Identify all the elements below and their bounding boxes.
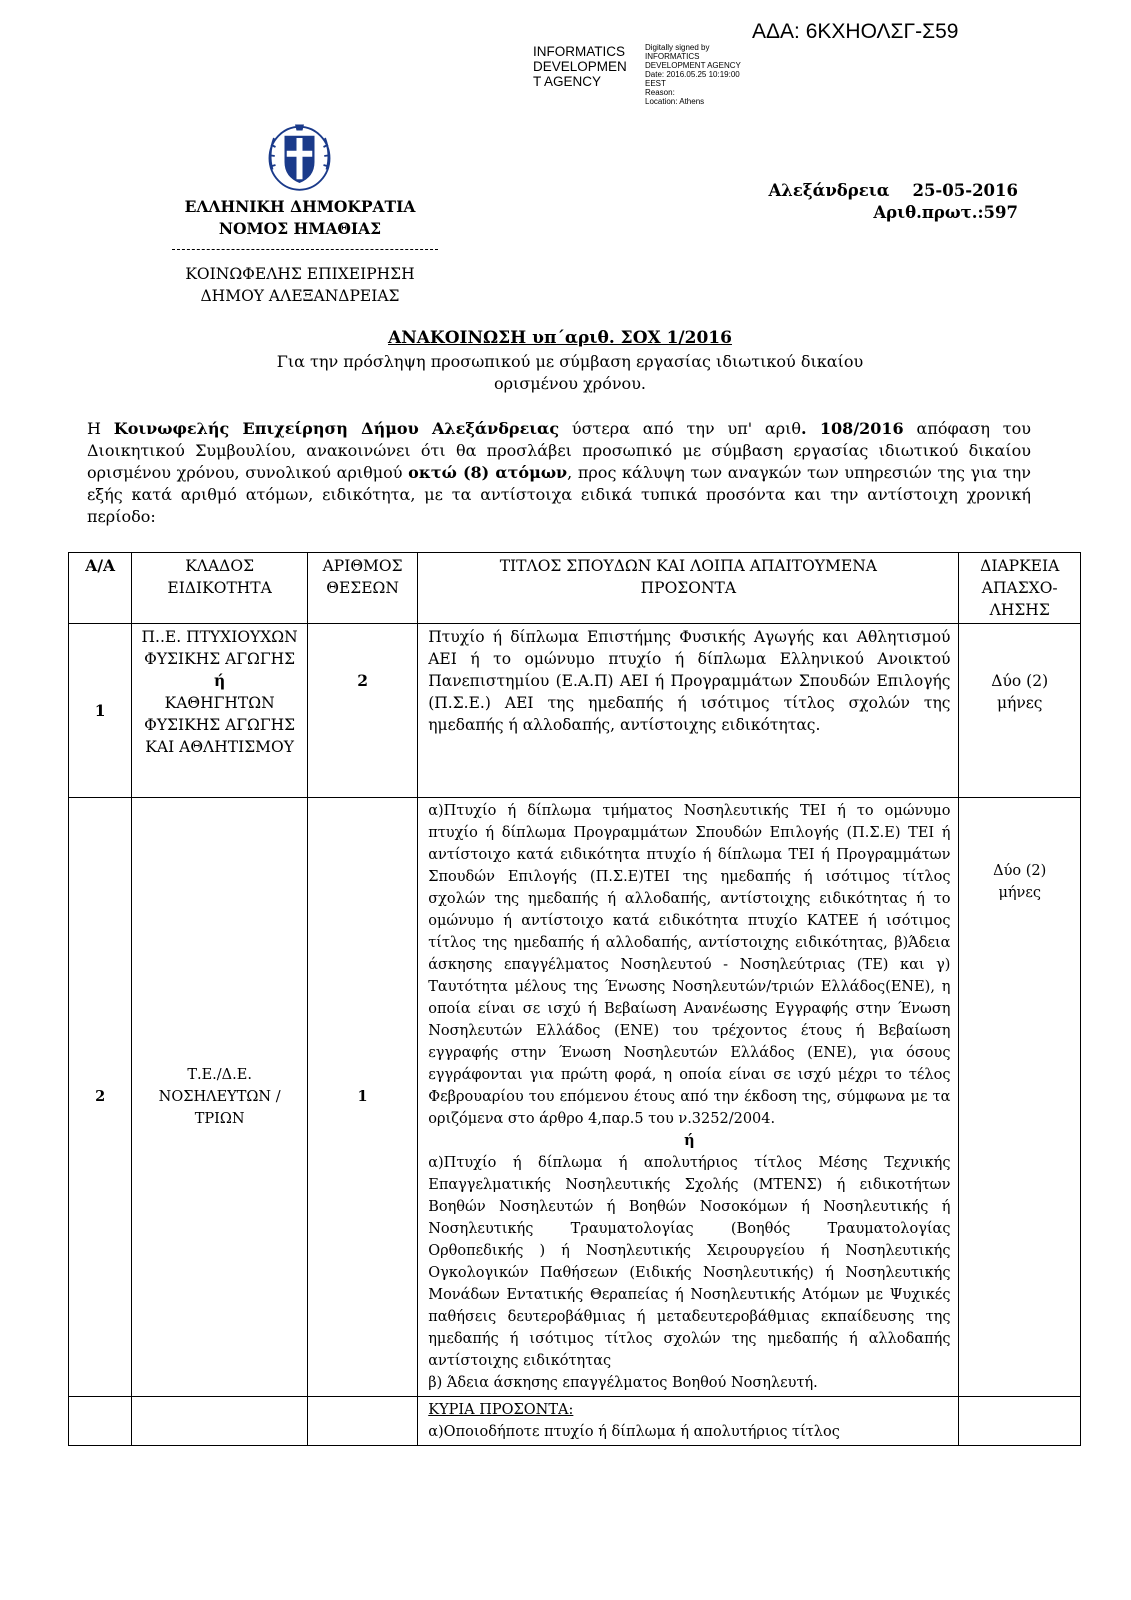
row-titlos <box>418 798 959 1397</box>
header-line: ΝΟΜΟΣ ΗΜΑΘΙΑΣ <box>218 219 382 238</box>
header-eidikotita: ΕΙΔΙΚΟΤΗΤΑ <box>167 579 272 597</box>
header-line: ΔΗΜΟΥ ΑΛΕΞΑΝΔΡΕΙΑΣ <box>200 287 400 305</box>
header-prosonta: ΠΡΟΣΟΝΤΑ <box>640 579 737 597</box>
divider <box>172 249 438 250</box>
klados-text: ΤΡΙΩΝ <box>194 1111 245 1127</box>
issuer-subheader <box>150 263 450 307</box>
row-aa <box>69 1397 132 1446</box>
header-cell <box>69 553 132 624</box>
header-cell <box>959 553 1081 624</box>
klados-text: ΝΟΣΗΛΕΥΤΩΝ / <box>158 1089 281 1105</box>
row-arithmos <box>307 1397 417 1446</box>
header-line: ΚΟΙΝΩΦΕΛΗΣ ΕΠΙΧΕΙΡΗΣΗ <box>185 265 415 283</box>
table-header-row <box>69 553 1081 624</box>
intro-text: Η <box>87 419 114 438</box>
header-cell <box>132 553 308 624</box>
announcement-title: ΑΝΑΚΟΙΝΩΣΗ υπ΄αριθ. ΣΟΧ 1/2016 <box>388 328 732 348</box>
header-cell <box>418 553 959 624</box>
intro-bold: . 108/2016 <box>801 419 904 438</box>
row-arithmos: 2 <box>307 624 417 798</box>
klados-text: Τ.Ε./Δ.Ε. <box>187 1067 252 1083</box>
row-diarkeia <box>959 798 1081 1397</box>
titlos-heading: ΚΥΡΙΑ ΠΡΟΣΟΝΤΑ: <box>428 1402 574 1418</box>
intro-bold: οκτώ (8) ατόμων <box>408 463 568 482</box>
protocol-number: Αριθ.πρωτ.:597 <box>873 203 1018 222</box>
positions-table <box>68 552 1081 1446</box>
ada-code: ΑΔΑ: 6ΚΧΗΟΛΣΓ-Σ59 <box>752 20 959 43</box>
signature-details <box>645 43 741 106</box>
row-klados <box>132 798 308 1397</box>
table-row <box>69 798 1081 1397</box>
klados-text: Π..Ε. ΠΤΥΧΙΟΥΧΩΝ ΦΥΣΙΚΗΣ ΑΓΩΓΗΣ <box>141 628 298 668</box>
signature-detail-line: INFORMATICS <box>645 52 700 61</box>
issuer-header <box>150 196 450 240</box>
diarkeia-line: μήνες <box>998 885 1041 901</box>
diarkeia-line: μήνες <box>996 694 1043 712</box>
intro-text: , προς κάλυψη των αναγκών των υπηρεσιών της για την εξής κατά αριθμό ατόμων, ειδικότητα, με τα αντίστοιχα ειδικά τυπικά προσόντα και την αντίστοιχη χρονική περίοδο: <box>87 463 1031 526</box>
row-arithmos: 1 <box>307 798 417 1397</box>
intro-paragraph <box>87 418 1031 528</box>
signature-detail-line: DEVELOPMENT AGENCY <box>645 61 741 70</box>
header-arithmos: ΑΡΙΘΜΟΣ <box>322 557 403 575</box>
subtitle-line: Για την πρόσληψη προσωπικού με σύμβαση εργασίας ιδιωτικού δικαίου <box>276 352 864 371</box>
signature-detail-line: Location: Athens <box>645 97 705 106</box>
signature-detail-line: Digitally signed by <box>645 43 710 52</box>
row-aa: 1 <box>69 624 132 798</box>
row-klados <box>132 624 308 798</box>
subtitle-line: ορισμένου χρόνου. <box>494 374 646 393</box>
header-liseis: ΛΗΣΗΣ <box>989 601 1050 619</box>
titlos-option-a: α)Πτυχίο ή δίπλωμα τμήματος Νοσηλευτικής ΤΕΙ ή το ομώνυμο πτυχίο ή δίπλωμα Προγραμμάτων Σπουδών Επιλογής (Π.Σ.Ε) ΤΕΙ ή αντίστοιχο κατά ειδικότητα πτυχίο ή δίπλωμα ΤΕΙ ή Προγραμμάτων Σπουδών Επιλογής (Π.Σ.Ε)ΤΕΙ της ημεδαπής ή ισότιμος τίτλος σχολών της ημεδαπής ή αλλοδαπής, αντίστοιχης ειδικότητας ή το ομώνυμο ή αντίστοιχο κατά ειδικότητα πτυχίο ΚΑΤΕΕ ή ισότιμος τίτλος της ημεδαπής ή αλλοδαπής, αντίστοιχης ειδικότητας, β)Άδεια άσκησης επαγγέλματος Νοσηλευτού - Νοσηλεύτριας (ΤΕ) και γ) Ταυτότητα μέλους της Ένωσης Νοσηλευτών/τριών Ελλάδος(ΕΝΕ), η οποία είναι σε ισχύ ή Βεβαίωση Ανανέωσης Εγγραφής στην Ένωση Νοσηλευτών Ελλάδος (ΕΝΕ) του τρέχοντος έτους ή Βεβαίωση εγγραφής στην Ένωση Νοσηλευτών Ελλάδος (ΕΝΕ), για όσους εγγράφονται για πρώτη φορά, η οποία είναι σε ισχύ μέχρι το τέλος Φεβρουαρίου του επόμενου έτους από την έκδοση της, σύμφωνα με τα οριζόμενα στο άρθρο 4,παρ.5 του ν.3252/2004. <box>428 803 951 1127</box>
place-date-block <box>760 180 1018 224</box>
table-row <box>69 1397 1081 1446</box>
header-titlos: ΤΙΤΛΟΣ ΣΠΟΥΔΩΝ ΚΑΙ ΛΟΙΠΑ ΑΠΑΙΤΟΥΜΕΝΑ <box>499 557 877 575</box>
signature-detail-line: Date: 2016.05.25 10:19:00 <box>645 70 740 79</box>
place-date: Αλεξάνδρεια 25-05-2016 <box>768 181 1018 200</box>
diarkeia-line: Δύο (2) <box>991 672 1049 690</box>
header-cell <box>307 553 417 624</box>
diarkeia-line: Δύο (2) <box>993 863 1047 879</box>
row-diarkeia <box>959 1397 1081 1446</box>
signature-org-line: DEVELOPMEN <box>533 59 627 74</box>
signature-org-line: INFORMATICS <box>533 44 625 59</box>
announcement-subtitle <box>220 351 920 395</box>
header-diarkeia: ΔΙΑΡΚΕΙΑ <box>980 557 1060 575</box>
signature-organization <box>533 44 627 89</box>
greek-emblem-icon <box>262 117 337 192</box>
titlos-text: α)Οποιοδήποτε πτυχίο ή δίπλωμα ή απολυτήριος τίτλος <box>428 1424 840 1440</box>
header-theseon: ΘΕΣΕΩΝ <box>326 579 399 597</box>
row-diarkeia <box>959 624 1081 798</box>
row-klados <box>132 1397 308 1446</box>
signature-detail-line: EEST <box>645 79 666 88</box>
titlos-option-c: β) Άδεια άσκησης επαγγέλματος Βοηθού Νοσηλευτή. <box>428 1375 818 1391</box>
intro-text: ύστερα από την υπ' αριθ <box>559 419 802 438</box>
klados-text: ΚΑΘΗΓΗΤΩΝ ΦΥΣΙΚΗΣ ΑΓΩΓΗΣ ΚΑΙ ΑΘΛΗΤΙΣΜΟΥ <box>144 694 296 756</box>
titlos-or: ή <box>684 1132 695 1149</box>
signature-detail-line: Reason: <box>645 88 675 97</box>
row-titlos: Πτυχίο ή δίπλωμα Επιστήμης Φυσικής Αγωγής και Αθλητισμού ΑΕΙ ή το ομώνυμο πτυχίο ή δίπλωμα Ελληνικού Ανοικτού Πανεπιστημίου (Ε.Α.Π) ΑΕΙ ή Προγραμμάτων Σπουδών Επιλογής (Π.Σ.Ε.) ΑΕΙ της ημεδαπής ή ισότιμος τίτλος σχολών της ημεδαπής ή αλλοδαπής, αντίστοιχης ειδικότητας. <box>418 624 959 798</box>
intro-text: απόφαση του Διοικητικού Συμβουλίου, ανακοινώνει ότι θα προσλάβει προσωπικό με σύμβαση εργασίας ιδιωτικού δικαίου ορισμένου χρόνου, συνολικού αριθμού <box>87 419 1032 482</box>
header-aa: Α/Α <box>85 556 116 575</box>
header-apascho: ΑΠΑΣΧΟ- <box>981 579 1058 597</box>
row-aa: 2 <box>69 798 132 1397</box>
header-line: ΕΛΛΗΝΙΚΗ ΔΗΜΟΚΡΑΤΙΑ <box>184 197 416 216</box>
signature-org-line: T AGENCY <box>533 74 602 89</box>
intro-bold: Κοινωφελής Επιχείρηση Δήμου Αλεξάνδρειας <box>113 419 560 438</box>
klados-or: ή <box>213 671 226 690</box>
row-titlos <box>418 1397 959 1446</box>
titlos-option-b: α)Πτυχίο ή δίπλωμα ή απολυτήριος τίτλος Μέσης Τεχνικής Επαγγελματικής Νοσηλευτικής Σχολής (ΜΤΕΝΣ) ή ειδικοτήτων Βοηθών Νοσηλευτών ή Βοηθών Νοσοκόμων ή Νοσηλευτικής ή Νοσηλευτικής Τραυματολογίας (Βοηθός Τραυματολογίας Ορθοπεδικής ) ή Νοσηλευτικής Χειρουργείου ή Νοσηλευτικής Ογκολογικών Παθήσεων (Ειδικής Νοσηλευτικής) ή Νοσηλευτικής Μονάδων Εντατικής Θεραπείας ή Νοσηλευτικής Ατόμων με Ψυχικές παθήσεις δευτεροβάθμιας ή μεταδευτεροβάθμιας εκπαίδευσης της ημεδαπής ή ισότιμος τίτλος σχολών της ημεδαπής ή αλλοδαπής αντίστοιχης ειδικότητας <box>428 1155 951 1369</box>
table-row <box>69 624 1081 798</box>
header-klados: ΚΛΑΔΟΣ <box>185 557 255 575</box>
